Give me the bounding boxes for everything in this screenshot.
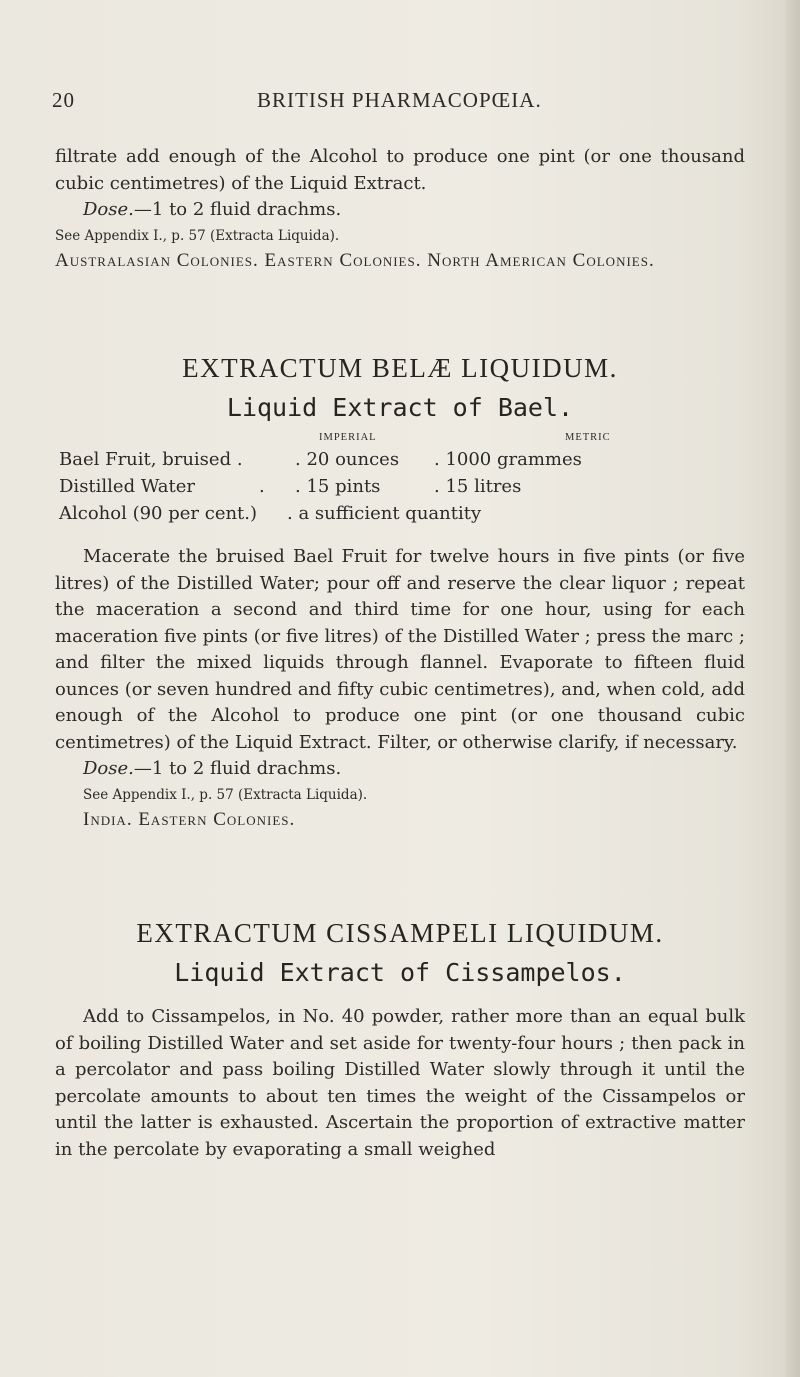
- page-number: 20: [52, 88, 75, 112]
- ingredient-name: Distilled Water: [59, 476, 195, 497]
- dose-label: Dose.: [83, 758, 134, 779]
- dose-label: Dose.: [83, 199, 134, 220]
- page-edge-shadow: [786, 0, 800, 1377]
- previous-entry-continuation: [55, 144, 745, 274]
- ingredient-imperial: . 15 pints: [295, 476, 381, 497]
- ingredient-row: [59, 476, 749, 502]
- bael-method: [55, 544, 745, 833]
- bael-ingredients-table: [59, 432, 749, 542]
- ingredient-imperial: . 20 ounces: [295, 449, 400, 470]
- ingredient-metric: . 15 litres: [434, 476, 522, 497]
- cissampeli-english-title: Liquid Extract of Cissampelos.: [174, 958, 626, 987]
- method-text: Macerate the bruised Bael Fruit for twelve hours in five pints (or five litres) of the Distilled Water; pour off and reserve the clear liquor ; repeat the maceration a second and third time for one hour, using for each maceration five pints (or five litres) of the Distilled Water ; press the marc ; and filter the mixed liquids through flannel. Evaporate to fifteen fluid ounces (or seven hundred and fifty cubic centimetres), and, when cold, add enough of the Alcohol to produce one pint (or one thousand cubic centimetres) of the Liquid Extract. Filter, or otherwise clarify, if necessary.: [55, 546, 745, 753]
- ingredient-row: [59, 449, 749, 475]
- bael-latin-title: EXTRACTUM BELÆ LIQUIDUM.: [182, 353, 618, 383]
- running-title: BRITISH PHARMACOPŒIA.: [257, 88, 542, 112]
- dose-line: [55, 197, 745, 224]
- ingredient-metric: . 1000 grammes: [434, 449, 582, 470]
- continuation-text: filtrate add enough of the Alcohol to produce one pint (or one thousand cubic centimetres) of the Liquid Extract.: [55, 146, 745, 194]
- colonies-list: Australasian Colonies. Eastern Colonies. North American Colonies.: [55, 249, 655, 271]
- ingredient-dots: .: [259, 476, 265, 497]
- cissampeli-method: [55, 1004, 745, 1163]
- ingredient-row: [59, 503, 749, 529]
- dose-line: [55, 756, 745, 783]
- ingredient-imperial: . a sufficient quantity: [287, 503, 482, 524]
- ingredient-name: Alcohol (90 per cent.): [59, 503, 258, 524]
- cissampeli-latin-title: EXTRACTUM CISSAMPELI LIQUIDUM.: [136, 918, 664, 948]
- ingredient-name: Bael Fruit, bruised .: [59, 449, 243, 470]
- running-header: [52, 88, 752, 118]
- column-metric: METRIC: [565, 432, 611, 443]
- colonies-list: India. Eastern Colonies.: [83, 808, 296, 830]
- method-text: Add to Cissampelos, in No. 40 powder, rather more than an equal bulk of boiling Distilled Water and set aside for twenty-four hours ; then pack in a percolator and pass boiling Distilled Water slowly through it until the percolate amounts to about ten times the weight of the Cissampelos or until the latter is exhausted. Ascertain the proportion of extractive matter in the percolate by evaporating a small weighed: [55, 1006, 745, 1160]
- dose-value: —1 to 2 fluid drachms.: [133, 199, 342, 220]
- column-imperial: IMPERIAL: [319, 432, 377, 443]
- dose-value: —1 to 2 fluid drachms.: [133, 758, 342, 779]
- bael-english-title: Liquid Extract of Bael.: [226, 393, 574, 422]
- appendix-reference: See Appendix I., p. 57 (Extracta Liquida).: [55, 227, 340, 244]
- appendix-reference: See Appendix I., p. 57 (Extracta Liquida).: [83, 786, 368, 803]
